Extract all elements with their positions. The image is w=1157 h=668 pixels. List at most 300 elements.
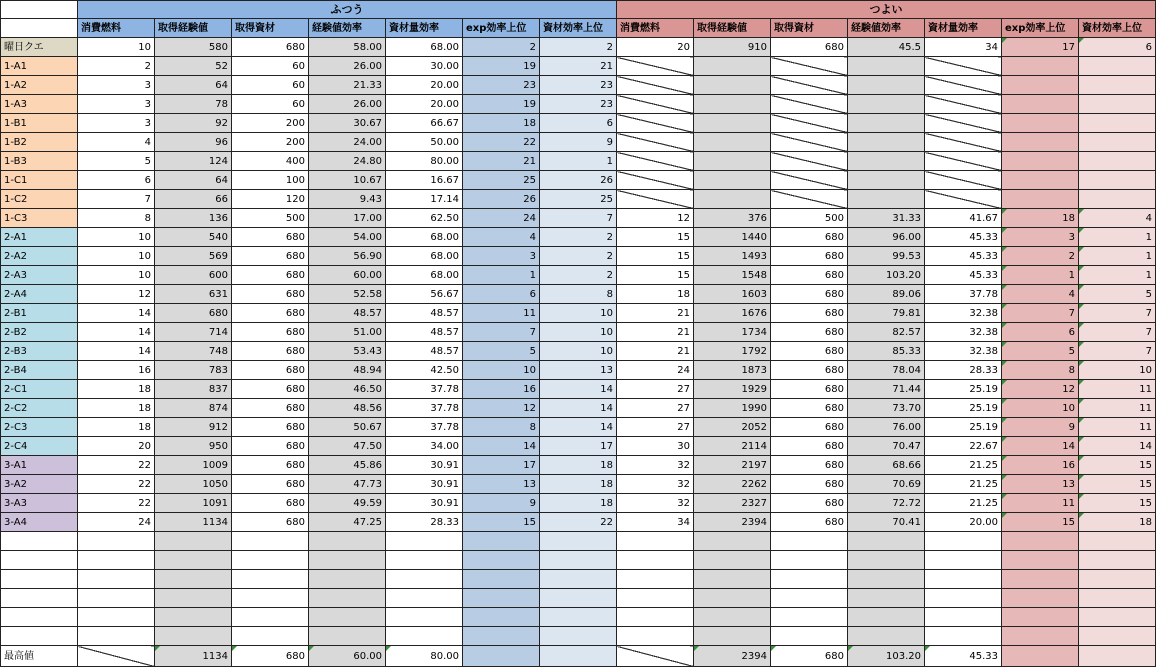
hard-material-efficiency-empty-cell[interactable] [925, 76, 1002, 95]
normal-exp-efficiency-cell[interactable]: 30.67 [309, 114, 386, 133]
normal-fuel-cell[interactable]: 12 [78, 285, 155, 304]
normal-material-efficiency-cell[interactable]: 68.00 [386, 266, 463, 285]
normal-exp-rank-cell[interactable]: 21 [463, 152, 540, 171]
hard-material-efficiency-empty-cell[interactable] [925, 114, 1002, 133]
header-normal-material-rank[interactable]: 資材効率上位 [540, 19, 617, 38]
normal-material-efficiency-cell[interactable]: 68.00 [386, 247, 463, 266]
normal-material-rank-blank-cell[interactable] [540, 570, 617, 589]
hard-exp-rank-empty-cell[interactable] [1002, 152, 1079, 171]
summary-normal-exp-efficiency[interactable]: 60.00 [309, 646, 386, 667]
hard-fuel-cell[interactable]: 18 [617, 285, 694, 304]
hard-exp-rank-blank-cell[interactable] [1002, 589, 1079, 608]
hard-material-efficiency-blank-cell[interactable] [925, 532, 1002, 551]
hard-material-rank-cell[interactable]: 11 [1079, 380, 1156, 399]
normal-exp-efficiency-cell[interactable]: 60.00 [309, 266, 386, 285]
normal-material-blank-cell[interactable] [232, 627, 309, 646]
normal-material-rank-cell[interactable]: 7 [540, 209, 617, 228]
row-label-empty[interactable] [1, 570, 78, 589]
hard-exp-efficiency-cell[interactable]: 78.04 [848, 361, 925, 380]
hard-material-cell[interactable]: 680 [771, 285, 848, 304]
hard-fuel-blank-cell[interactable] [617, 608, 694, 627]
normal-exp-efficiency-cell[interactable]: 52.58 [309, 285, 386, 304]
hard-exp-efficiency-cell[interactable]: 79.81 [848, 304, 925, 323]
normal-material-efficiency-cell[interactable]: 30.91 [386, 475, 463, 494]
hard-exp-efficiency-cell[interactable]: 70.69 [848, 475, 925, 494]
hard-material-efficiency-cell[interactable]: 32.38 [925, 342, 1002, 361]
hard-material-efficiency-cell[interactable]: 20.00 [925, 513, 1002, 532]
row-label[interactable]: 3-A4 [1, 513, 78, 532]
hard-exp-rank-cell[interactable]: 14 [1002, 437, 1079, 456]
summary-normal-material-rank-empty[interactable] [540, 646, 617, 667]
hard-exp-empty-cell[interactable] [694, 133, 771, 152]
normal-exp-rank-cell[interactable]: 17 [463, 456, 540, 475]
normal-material-rank-cell[interactable]: 14 [540, 418, 617, 437]
normal-exp-rank-cell[interactable]: 4 [463, 228, 540, 247]
hard-material-cell[interactable]: 680 [771, 304, 848, 323]
normal-material-efficiency-cell[interactable]: 68.00 [386, 228, 463, 247]
hard-material-cell[interactable]: 680 [771, 247, 848, 266]
row-label[interactable]: 2-B1 [1, 304, 78, 323]
header-normal-exp-efficiency[interactable]: 経験値効率 [309, 19, 386, 38]
normal-exp-rank-cell[interactable]: 25 [463, 171, 540, 190]
hard-material-rank-cell[interactable]: 6 [1079, 38, 1156, 57]
normal-fuel-cell[interactable]: 18 [78, 399, 155, 418]
header-normal-material-efficiency[interactable]: 資材量効率 [386, 19, 463, 38]
hard-material-rank-blank-cell[interactable] [1079, 589, 1156, 608]
normal-exp-rank-cell[interactable]: 23 [463, 76, 540, 95]
hard-fuel-cell[interactable]: 21 [617, 304, 694, 323]
hard-exp-cell[interactable]: 1990 [694, 399, 771, 418]
normal-material-efficiency-cell[interactable]: 30.00 [386, 57, 463, 76]
hard-exp-empty-cell[interactable] [694, 114, 771, 133]
hard-material-efficiency-blank-cell[interactable] [925, 608, 1002, 627]
normal-material-rank-cell[interactable]: 2 [540, 38, 617, 57]
normal-exp-rank-cell[interactable]: 13 [463, 475, 540, 494]
normal-fuel-cell[interactable]: 10 [78, 266, 155, 285]
hard-exp-cell[interactable]: 2052 [694, 418, 771, 437]
normal-exp-cell[interactable]: 874 [155, 399, 232, 418]
normal-fuel-cell[interactable]: 20 [78, 437, 155, 456]
normal-material-efficiency-blank-cell[interactable] [386, 627, 463, 646]
hard-material-rank-cell[interactable]: 18 [1079, 513, 1156, 532]
hard-fuel-empty-cell[interactable] [617, 114, 694, 133]
hard-material-cell[interactable]: 680 [771, 361, 848, 380]
hard-fuel-cell[interactable]: 27 [617, 380, 694, 399]
hard-material-rank-cell[interactable]: 1 [1079, 247, 1156, 266]
normal-material-efficiency-cell[interactable]: 34.00 [386, 437, 463, 456]
normal-material-rank-cell[interactable]: 14 [540, 399, 617, 418]
row-label-empty[interactable] [1, 589, 78, 608]
hard-material-efficiency-cell[interactable]: 25.19 [925, 399, 1002, 418]
normal-material-cell[interactable]: 500 [232, 209, 309, 228]
normal-exp-cell[interactable]: 680 [155, 304, 232, 323]
normal-exp-blank-cell[interactable] [155, 608, 232, 627]
hard-material-empty-cell[interactable] [771, 171, 848, 190]
hard-exp-rank-cell[interactable]: 3 [1002, 228, 1079, 247]
hard-material-cell[interactable]: 680 [771, 418, 848, 437]
normal-exp-rank-cell[interactable]: 19 [463, 57, 540, 76]
header-hard-material[interactable]: 取得資材 [771, 19, 848, 38]
normal-material-cell[interactable]: 680 [232, 304, 309, 323]
normal-fuel-cell[interactable]: 3 [78, 114, 155, 133]
hard-material-rank-cell[interactable]: 4 [1079, 209, 1156, 228]
normal-exp-cell[interactable]: 714 [155, 323, 232, 342]
normal-material-blank-cell[interactable] [232, 570, 309, 589]
hard-material-blank-cell[interactable] [771, 608, 848, 627]
hard-fuel-cell[interactable]: 27 [617, 399, 694, 418]
normal-exp-blank-cell[interactable] [155, 532, 232, 551]
hard-material-efficiency-cell[interactable]: 32.38 [925, 304, 1002, 323]
hard-exp-cell[interactable]: 910 [694, 38, 771, 57]
hard-exp-cell[interactable]: 1548 [694, 266, 771, 285]
hard-exp-efficiency-empty-cell[interactable] [848, 152, 925, 171]
normal-exp-cell[interactable]: 580 [155, 38, 232, 57]
hard-material-rank-blank-cell[interactable] [1079, 627, 1156, 646]
hard-material-cell[interactable]: 680 [771, 323, 848, 342]
hard-material-empty-cell[interactable] [771, 152, 848, 171]
hard-exp-efficiency-cell[interactable]: 99.53 [848, 247, 925, 266]
row-label[interactable]: 2-C2 [1, 399, 78, 418]
normal-material-rank-cell[interactable]: 22 [540, 513, 617, 532]
normal-exp-cell[interactable]: 600 [155, 266, 232, 285]
hard-exp-efficiency-cell[interactable]: 103.20 [848, 266, 925, 285]
row-label[interactable]: 2-B3 [1, 342, 78, 361]
normal-material-cell[interactable]: 200 [232, 133, 309, 152]
hard-exp-rank-empty-cell[interactable] [1002, 171, 1079, 190]
normal-exp-efficiency-cell[interactable]: 48.57 [309, 304, 386, 323]
hard-material-rank-cell[interactable]: 5 [1079, 285, 1156, 304]
hard-exp-rank-cell[interactable]: 1 [1002, 266, 1079, 285]
normal-fuel-cell[interactable]: 14 [78, 342, 155, 361]
normal-exp-rank-cell[interactable]: 14 [463, 437, 540, 456]
normal-exp-rank-cell[interactable]: 26 [463, 190, 540, 209]
hard-material-cell[interactable]: 680 [771, 437, 848, 456]
normal-exp-efficiency-cell[interactable]: 46.50 [309, 380, 386, 399]
hard-material-efficiency-cell[interactable]: 34 [925, 38, 1002, 57]
normal-exp-rank-blank-cell[interactable] [463, 608, 540, 627]
hard-material-efficiency-cell[interactable]: 45.33 [925, 266, 1002, 285]
row-label[interactable]: 3-A1 [1, 456, 78, 475]
normal-material-efficiency-cell[interactable]: 68.00 [386, 38, 463, 57]
normal-exp-cell[interactable]: 837 [155, 380, 232, 399]
normal-exp-cell[interactable]: 124 [155, 152, 232, 171]
row-label[interactable]: 曜日クエ [1, 38, 78, 57]
hard-material-cell[interactable]: 500 [771, 209, 848, 228]
hard-material-rank-cell[interactable]: 14 [1079, 437, 1156, 456]
normal-exp-efficiency-cell[interactable]: 24.80 [309, 152, 386, 171]
hard-material-cell[interactable]: 680 [771, 266, 848, 285]
normal-exp-rank-cell[interactable]: 18 [463, 114, 540, 133]
normal-material-cell[interactable]: 680 [232, 418, 309, 437]
hard-material-rank-cell[interactable]: 15 [1079, 475, 1156, 494]
normal-exp-rank-cell[interactable]: 12 [463, 399, 540, 418]
normal-material-cell[interactable]: 680 [232, 38, 309, 57]
normal-exp-efficiency-cell[interactable]: 48.94 [309, 361, 386, 380]
hard-fuel-blank-cell[interactable] [617, 627, 694, 646]
hard-exp-cell[interactable]: 1440 [694, 228, 771, 247]
hard-exp-efficiency-cell[interactable]: 76.00 [848, 418, 925, 437]
hard-fuel-empty-cell[interactable] [617, 171, 694, 190]
summary-normal-fuel-empty[interactable] [78, 646, 155, 667]
normal-fuel-cell[interactable]: 22 [78, 494, 155, 513]
hard-material-blank-cell[interactable] [771, 627, 848, 646]
hard-exp-rank-cell[interactable]: 7 [1002, 304, 1079, 323]
hard-exp-rank-cell[interactable]: 6 [1002, 323, 1079, 342]
normal-exp-cell[interactable]: 569 [155, 247, 232, 266]
row-label[interactable]: 1-A3 [1, 95, 78, 114]
normal-fuel-cell[interactable]: 3 [78, 76, 155, 95]
hard-exp-efficiency-cell[interactable]: 85.33 [848, 342, 925, 361]
normal-material-blank-cell[interactable] [232, 532, 309, 551]
normal-material-cell[interactable]: 680 [232, 247, 309, 266]
normal-exp-efficiency-cell[interactable]: 48.56 [309, 399, 386, 418]
hard-exp-rank-cell[interactable]: 11 [1002, 494, 1079, 513]
hard-exp-rank-cell[interactable]: 13 [1002, 475, 1079, 494]
hard-exp-cell[interactable]: 2327 [694, 494, 771, 513]
hard-material-efficiency-empty-cell[interactable] [925, 133, 1002, 152]
normal-material-rank-blank-cell[interactable] [540, 551, 617, 570]
hard-material-rank-cell[interactable]: 11 [1079, 418, 1156, 437]
hard-exp-cell[interactable]: 2114 [694, 437, 771, 456]
normal-material-efficiency-cell[interactable]: 30.91 [386, 456, 463, 475]
normal-fuel-cell[interactable]: 14 [78, 323, 155, 342]
hard-material-efficiency-blank-cell[interactable] [925, 570, 1002, 589]
hard-exp-rank-blank-cell[interactable] [1002, 608, 1079, 627]
hard-material-cell[interactable]: 680 [771, 380, 848, 399]
hard-exp-cell[interactable]: 2394 [694, 513, 771, 532]
normal-fuel-cell[interactable]: 10 [78, 228, 155, 247]
normal-material-rank-cell[interactable]: 14 [540, 380, 617, 399]
normal-exp-efficiency-cell[interactable]: 47.73 [309, 475, 386, 494]
hard-material-empty-cell[interactable] [771, 76, 848, 95]
normal-exp-rank-cell[interactable]: 22 [463, 133, 540, 152]
hard-exp-blank-cell[interactable] [694, 627, 771, 646]
hard-material-rank-cell[interactable]: 15 [1079, 456, 1156, 475]
normal-exp-efficiency-blank-cell[interactable] [309, 570, 386, 589]
hard-material-rank-cell[interactable]: 1 [1079, 266, 1156, 285]
normal-material-efficiency-cell[interactable]: 48.57 [386, 304, 463, 323]
hard-exp-efficiency-empty-cell[interactable] [848, 133, 925, 152]
hard-exp-efficiency-empty-cell[interactable] [848, 76, 925, 95]
normal-exp-rank-cell[interactable]: 19 [463, 95, 540, 114]
hard-exp-rank-cell[interactable]: 8 [1002, 361, 1079, 380]
normal-material-efficiency-cell[interactable]: 20.00 [386, 76, 463, 95]
hard-material-efficiency-cell[interactable]: 28.33 [925, 361, 1002, 380]
header-normal-material[interactable]: 取得資材 [232, 19, 309, 38]
normal-exp-cell[interactable]: 1091 [155, 494, 232, 513]
hard-fuel-cell[interactable]: 15 [617, 228, 694, 247]
normal-material-efficiency-blank-cell[interactable] [386, 532, 463, 551]
row-label[interactable]: 2-C1 [1, 380, 78, 399]
hard-exp-efficiency-cell[interactable]: 71.44 [848, 380, 925, 399]
hard-fuel-empty-cell[interactable] [617, 76, 694, 95]
summary-normal-material-efficiency[interactable]: 80.00 [386, 646, 463, 667]
normal-exp-rank-cell[interactable]: 8 [463, 418, 540, 437]
normal-material-blank-cell[interactable] [232, 589, 309, 608]
row-label-empty[interactable] [1, 608, 78, 627]
normal-exp-rank-blank-cell[interactable] [463, 627, 540, 646]
normal-material-rank-cell[interactable]: 18 [540, 494, 617, 513]
hard-exp-rank-empty-cell[interactable] [1002, 95, 1079, 114]
normal-material-efficiency-cell[interactable]: 37.78 [386, 399, 463, 418]
hard-exp-blank-cell[interactable] [694, 608, 771, 627]
normal-fuel-blank-cell[interactable] [78, 551, 155, 570]
normal-material-cell[interactable]: 680 [232, 513, 309, 532]
normal-material-cell[interactable]: 680 [232, 228, 309, 247]
row-label[interactable]: 2-B4 [1, 361, 78, 380]
header-hard-material-rank[interactable]: 資材効率上位 [1079, 19, 1156, 38]
hard-exp-rank-cell[interactable]: 17 [1002, 38, 1079, 57]
hard-fuel-empty-cell[interactable] [617, 57, 694, 76]
hard-fuel-blank-cell[interactable] [617, 589, 694, 608]
normal-exp-efficiency-cell[interactable]: 51.00 [309, 323, 386, 342]
normal-fuel-cell[interactable]: 14 [78, 304, 155, 323]
hard-exp-rank-blank-cell[interactable] [1002, 532, 1079, 551]
hard-material-rank-empty-cell[interactable] [1079, 152, 1156, 171]
normal-fuel-blank-cell[interactable] [78, 570, 155, 589]
normal-material-rank-cell[interactable]: 2 [540, 228, 617, 247]
hard-exp-efficiency-cell[interactable]: 70.41 [848, 513, 925, 532]
hard-exp-rank-empty-cell[interactable] [1002, 133, 1079, 152]
normal-material-rank-cell[interactable]: 17 [540, 437, 617, 456]
hard-exp-rank-blank-cell[interactable] [1002, 627, 1079, 646]
header-hard-fuel[interactable]: 消費燃料 [617, 19, 694, 38]
normal-material-efficiency-cell[interactable]: 20.00 [386, 95, 463, 114]
normal-exp-efficiency-cell[interactable]: 47.25 [309, 513, 386, 532]
hard-exp-efficiency-cell[interactable]: 89.06 [848, 285, 925, 304]
normal-fuel-cell[interactable]: 16 [78, 361, 155, 380]
normal-exp-efficiency-cell[interactable]: 21.33 [309, 76, 386, 95]
normal-material-rank-cell[interactable]: 10 [540, 304, 617, 323]
normal-exp-cell[interactable]: 950 [155, 437, 232, 456]
normal-material-cell[interactable]: 680 [232, 323, 309, 342]
normal-exp-efficiency-cell[interactable]: 45.86 [309, 456, 386, 475]
normal-material-rank-cell[interactable]: 18 [540, 456, 617, 475]
hard-exp-cell[interactable]: 1734 [694, 323, 771, 342]
hard-exp-cell[interactable]: 376 [694, 209, 771, 228]
hard-exp-efficiency-blank-cell[interactable] [848, 608, 925, 627]
normal-exp-cell[interactable]: 78 [155, 95, 232, 114]
normal-exp-cell[interactable]: 783 [155, 361, 232, 380]
normal-material-efficiency-cell[interactable]: 37.78 [386, 418, 463, 437]
hard-material-efficiency-blank-cell[interactable] [925, 589, 1002, 608]
normal-fuel-cell[interactable]: 6 [78, 171, 155, 190]
normal-material-rank-cell[interactable]: 2 [540, 247, 617, 266]
normal-material-cell[interactable]: 60 [232, 95, 309, 114]
hard-material-rank-cell[interactable]: 11 [1079, 399, 1156, 418]
hard-material-empty-cell[interactable] [771, 95, 848, 114]
group-normal[interactable]: ふつう [78, 1, 617, 19]
hard-material-cell[interactable]: 680 [771, 475, 848, 494]
hard-exp-efficiency-blank-cell[interactable] [848, 570, 925, 589]
hard-exp-empty-cell[interactable] [694, 190, 771, 209]
normal-material-efficiency-blank-cell[interactable] [386, 589, 463, 608]
hard-material-rank-empty-cell[interactable] [1079, 114, 1156, 133]
summary-normal-exp[interactable]: 1134 [155, 646, 232, 667]
row-label[interactable]: 2-C4 [1, 437, 78, 456]
hard-material-efficiency-blank-cell[interactable] [925, 551, 1002, 570]
hard-material-cell[interactable]: 680 [771, 399, 848, 418]
hard-exp-efficiency-empty-cell[interactable] [848, 114, 925, 133]
normal-material-rank-cell[interactable]: 9 [540, 133, 617, 152]
normal-exp-rank-cell[interactable]: 7 [463, 323, 540, 342]
hard-fuel-blank-cell[interactable] [617, 551, 694, 570]
normal-exp-cell[interactable]: 1134 [155, 513, 232, 532]
hard-fuel-cell[interactable]: 21 [617, 342, 694, 361]
hard-material-cell[interactable]: 680 [771, 342, 848, 361]
normal-exp-cell[interactable]: 540 [155, 228, 232, 247]
hard-material-blank-cell[interactable] [771, 570, 848, 589]
normal-material-efficiency-cell[interactable]: 17.14 [386, 190, 463, 209]
header-normal-fuel[interactable]: 消費燃料 [78, 19, 155, 38]
hard-exp-rank-cell[interactable]: 16 [1002, 456, 1079, 475]
hard-exp-efficiency-blank-cell[interactable] [848, 551, 925, 570]
summary-hard-material[interactable]: 680 [771, 646, 848, 667]
normal-exp-efficiency-cell[interactable]: 49.59 [309, 494, 386, 513]
normal-fuel-blank-cell[interactable] [78, 589, 155, 608]
normal-material-rank-cell[interactable]: 6 [540, 114, 617, 133]
hard-material-efficiency-cell[interactable]: 22.67 [925, 437, 1002, 456]
normal-fuel-cell[interactable]: 18 [78, 418, 155, 437]
hard-exp-efficiency-cell[interactable]: 72.72 [848, 494, 925, 513]
normal-material-rank-blank-cell[interactable] [540, 589, 617, 608]
normal-material-rank-cell[interactable]: 10 [540, 342, 617, 361]
normal-exp-cell[interactable]: 64 [155, 171, 232, 190]
row-label[interactable]: 2-A4 [1, 285, 78, 304]
normal-exp-efficiency-blank-cell[interactable] [309, 589, 386, 608]
hard-fuel-empty-cell[interactable] [617, 190, 694, 209]
corner-cell[interactable] [1, 1, 78, 19]
summary-normal-exp-rank-empty[interactable] [463, 646, 540, 667]
normal-material-rank-cell[interactable]: 25 [540, 190, 617, 209]
hard-material-blank-cell[interactable] [771, 532, 848, 551]
normal-exp-rank-cell[interactable]: 9 [463, 494, 540, 513]
row-label[interactable]: 1-B2 [1, 133, 78, 152]
normal-material-cell[interactable]: 680 [232, 437, 309, 456]
hard-material-rank-blank-cell[interactable] [1079, 551, 1156, 570]
hard-exp-efficiency-cell[interactable]: 96.00 [848, 228, 925, 247]
hard-material-efficiency-cell[interactable]: 45.33 [925, 247, 1002, 266]
normal-exp-rank-cell[interactable]: 3 [463, 247, 540, 266]
header-hard-exp-efficiency[interactable]: 経験値効率 [848, 19, 925, 38]
hard-material-efficiency-empty-cell[interactable] [925, 152, 1002, 171]
hard-material-efficiency-cell[interactable]: 21.25 [925, 475, 1002, 494]
normal-exp-efficiency-cell[interactable]: 17.00 [309, 209, 386, 228]
normal-exp-cell[interactable]: 1050 [155, 475, 232, 494]
normal-material-rank-blank-cell[interactable] [540, 532, 617, 551]
summary-hard-fuel-empty[interactable] [617, 646, 694, 667]
normal-exp-blank-cell[interactable] [155, 627, 232, 646]
normal-exp-rank-blank-cell[interactable] [463, 532, 540, 551]
hard-exp-cell[interactable]: 1676 [694, 304, 771, 323]
hard-material-rank-empty-cell[interactable] [1079, 190, 1156, 209]
row-label[interactable]: 2-C3 [1, 418, 78, 437]
hard-exp-empty-cell[interactable] [694, 152, 771, 171]
normal-exp-efficiency-cell[interactable]: 24.00 [309, 133, 386, 152]
row-label[interactable]: 1-C3 [1, 209, 78, 228]
summary-hard-exp[interactable]: 2394 [694, 646, 771, 667]
row-label[interactable]: 3-A3 [1, 494, 78, 513]
row-label[interactable]: 1-A2 [1, 76, 78, 95]
normal-exp-efficiency-cell[interactable]: 56.90 [309, 247, 386, 266]
hard-exp-blank-cell[interactable] [694, 532, 771, 551]
normal-material-efficiency-cell[interactable]: 80.00 [386, 152, 463, 171]
normal-exp-cell[interactable]: 912 [155, 418, 232, 437]
hard-exp-rank-cell[interactable]: 18 [1002, 209, 1079, 228]
hard-exp-cell[interactable]: 1603 [694, 285, 771, 304]
row-label[interactable]: 2-A1 [1, 228, 78, 247]
normal-exp-rank-cell[interactable]: 16 [463, 380, 540, 399]
